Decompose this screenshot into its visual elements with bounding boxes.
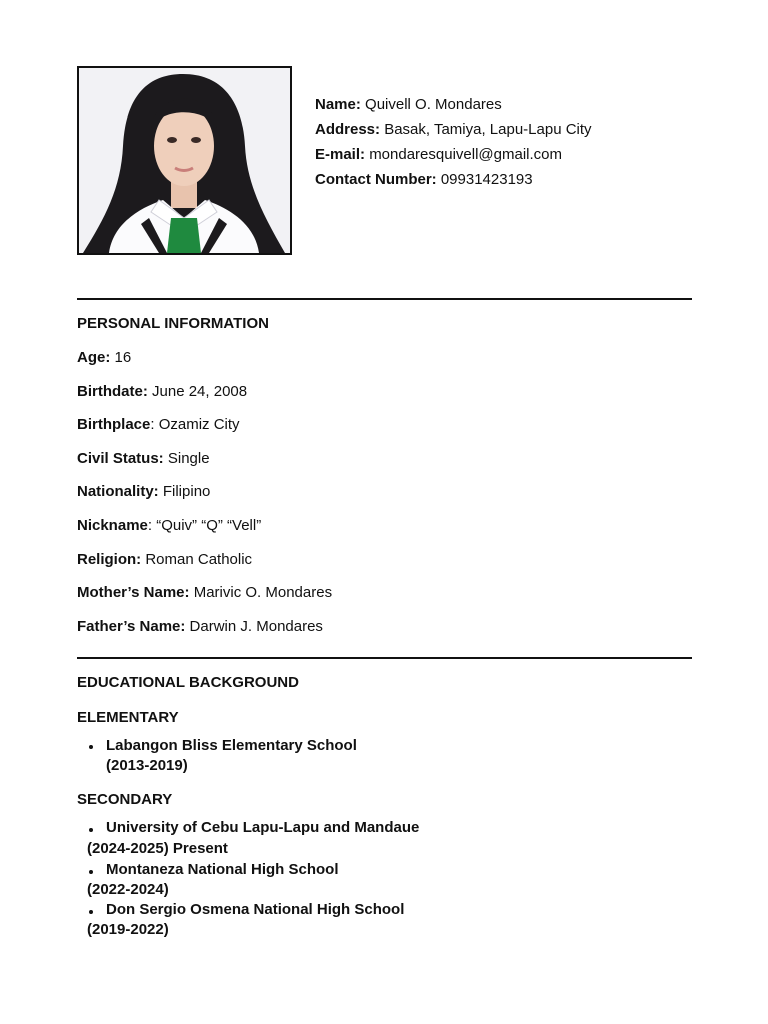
row-value: Roman Catholic bbox=[145, 550, 253, 568]
row-value: Filipino bbox=[162, 483, 211, 501]
phone-value: 09931423193 bbox=[440, 171, 533, 188]
address-label: Address: bbox=[315, 121, 381, 138]
bullet-icon bbox=[89, 870, 93, 874]
school-name: Don Sergio Osmena National High School bbox=[106, 901, 405, 918]
personal-row-religion bbox=[77, 550, 332, 584]
row-label: Mother’s Name: bbox=[77, 584, 190, 602]
divider bbox=[77, 298, 692, 300]
school-name: University of Cebu Lapu-Lapu and Mandaue bbox=[106, 819, 420, 836]
row-label: Nickname bbox=[77, 516, 148, 534]
school-years: (2019-2022) bbox=[87, 921, 169, 938]
row-label: Father’s Name: bbox=[77, 617, 186, 635]
contact-block bbox=[315, 92, 592, 192]
personal-row-nickname bbox=[77, 516, 332, 550]
school-years: (2022-2024) bbox=[87, 881, 169, 898]
contact-phone bbox=[315, 167, 592, 192]
row-label: Birthdate: bbox=[77, 382, 148, 400]
personal-info-heading: PERSONAL INFORMATION bbox=[77, 315, 269, 332]
school-years: (2013-2019) bbox=[106, 757, 188, 774]
row-value: 16 bbox=[114, 349, 132, 366]
row-value: June 24, 2008 bbox=[152, 382, 248, 400]
contact-address bbox=[315, 117, 592, 142]
contact-email bbox=[315, 142, 592, 167]
email-label: E-mail: bbox=[315, 146, 366, 163]
personal-row-age bbox=[77, 348, 332, 382]
personal-row-mother bbox=[77, 583, 332, 617]
row-value: Single bbox=[167, 449, 210, 467]
row-label: Nationality: bbox=[77, 483, 159, 501]
row-separator: : bbox=[150, 416, 155, 434]
personal-row-birthplace bbox=[77, 415, 332, 449]
education-heading: EDUCATIONAL BACKGROUND bbox=[77, 674, 299, 691]
row-label: Birthplace bbox=[77, 416, 151, 434]
row-value: Marivic O. Mondares bbox=[193, 584, 333, 602]
elementary-heading: ELEMENTARY bbox=[77, 709, 179, 726]
row-separator: : bbox=[147, 516, 153, 534]
row-label: Religion: bbox=[77, 550, 142, 568]
row-value: Ozamiz City bbox=[158, 416, 240, 434]
row-value: “Quiv” “Q” “Vell” bbox=[156, 516, 262, 534]
personal-row-civil-status bbox=[77, 449, 332, 483]
row-label: Age: bbox=[77, 349, 111, 366]
email-value: mondaresquivell@gmail.com bbox=[369, 146, 562, 163]
personal-row-nationality bbox=[77, 482, 332, 516]
profile-photo bbox=[77, 66, 292, 255]
name-label: Name: bbox=[315, 96, 361, 113]
bullet-icon bbox=[89, 910, 93, 914]
contact-name bbox=[315, 92, 592, 117]
row-value: Darwin J. Mondares bbox=[189, 617, 323, 635]
bullet-icon bbox=[89, 828, 93, 832]
personal-row-father bbox=[77, 617, 332, 651]
divider bbox=[77, 657, 692, 659]
school-name: Montaneza National High School bbox=[106, 861, 339, 878]
personal-row-birthdate bbox=[77, 382, 332, 416]
address-value: Basak, Tamiya, Lapu-Lapu City bbox=[384, 121, 592, 138]
school-years: (2024-2025) Present bbox=[87, 840, 228, 857]
personal-info-list bbox=[77, 348, 332, 650]
name-value: Quivell O. Mondares bbox=[365, 96, 502, 113]
bullet-icon bbox=[89, 745, 93, 749]
phone-label: Contact Number: bbox=[315, 171, 437, 188]
secondary-heading: SECONDARY bbox=[77, 791, 173, 808]
row-label: Civil Status: bbox=[77, 449, 164, 467]
school-name: Labangon Bliss Elementary School bbox=[106, 737, 357, 754]
